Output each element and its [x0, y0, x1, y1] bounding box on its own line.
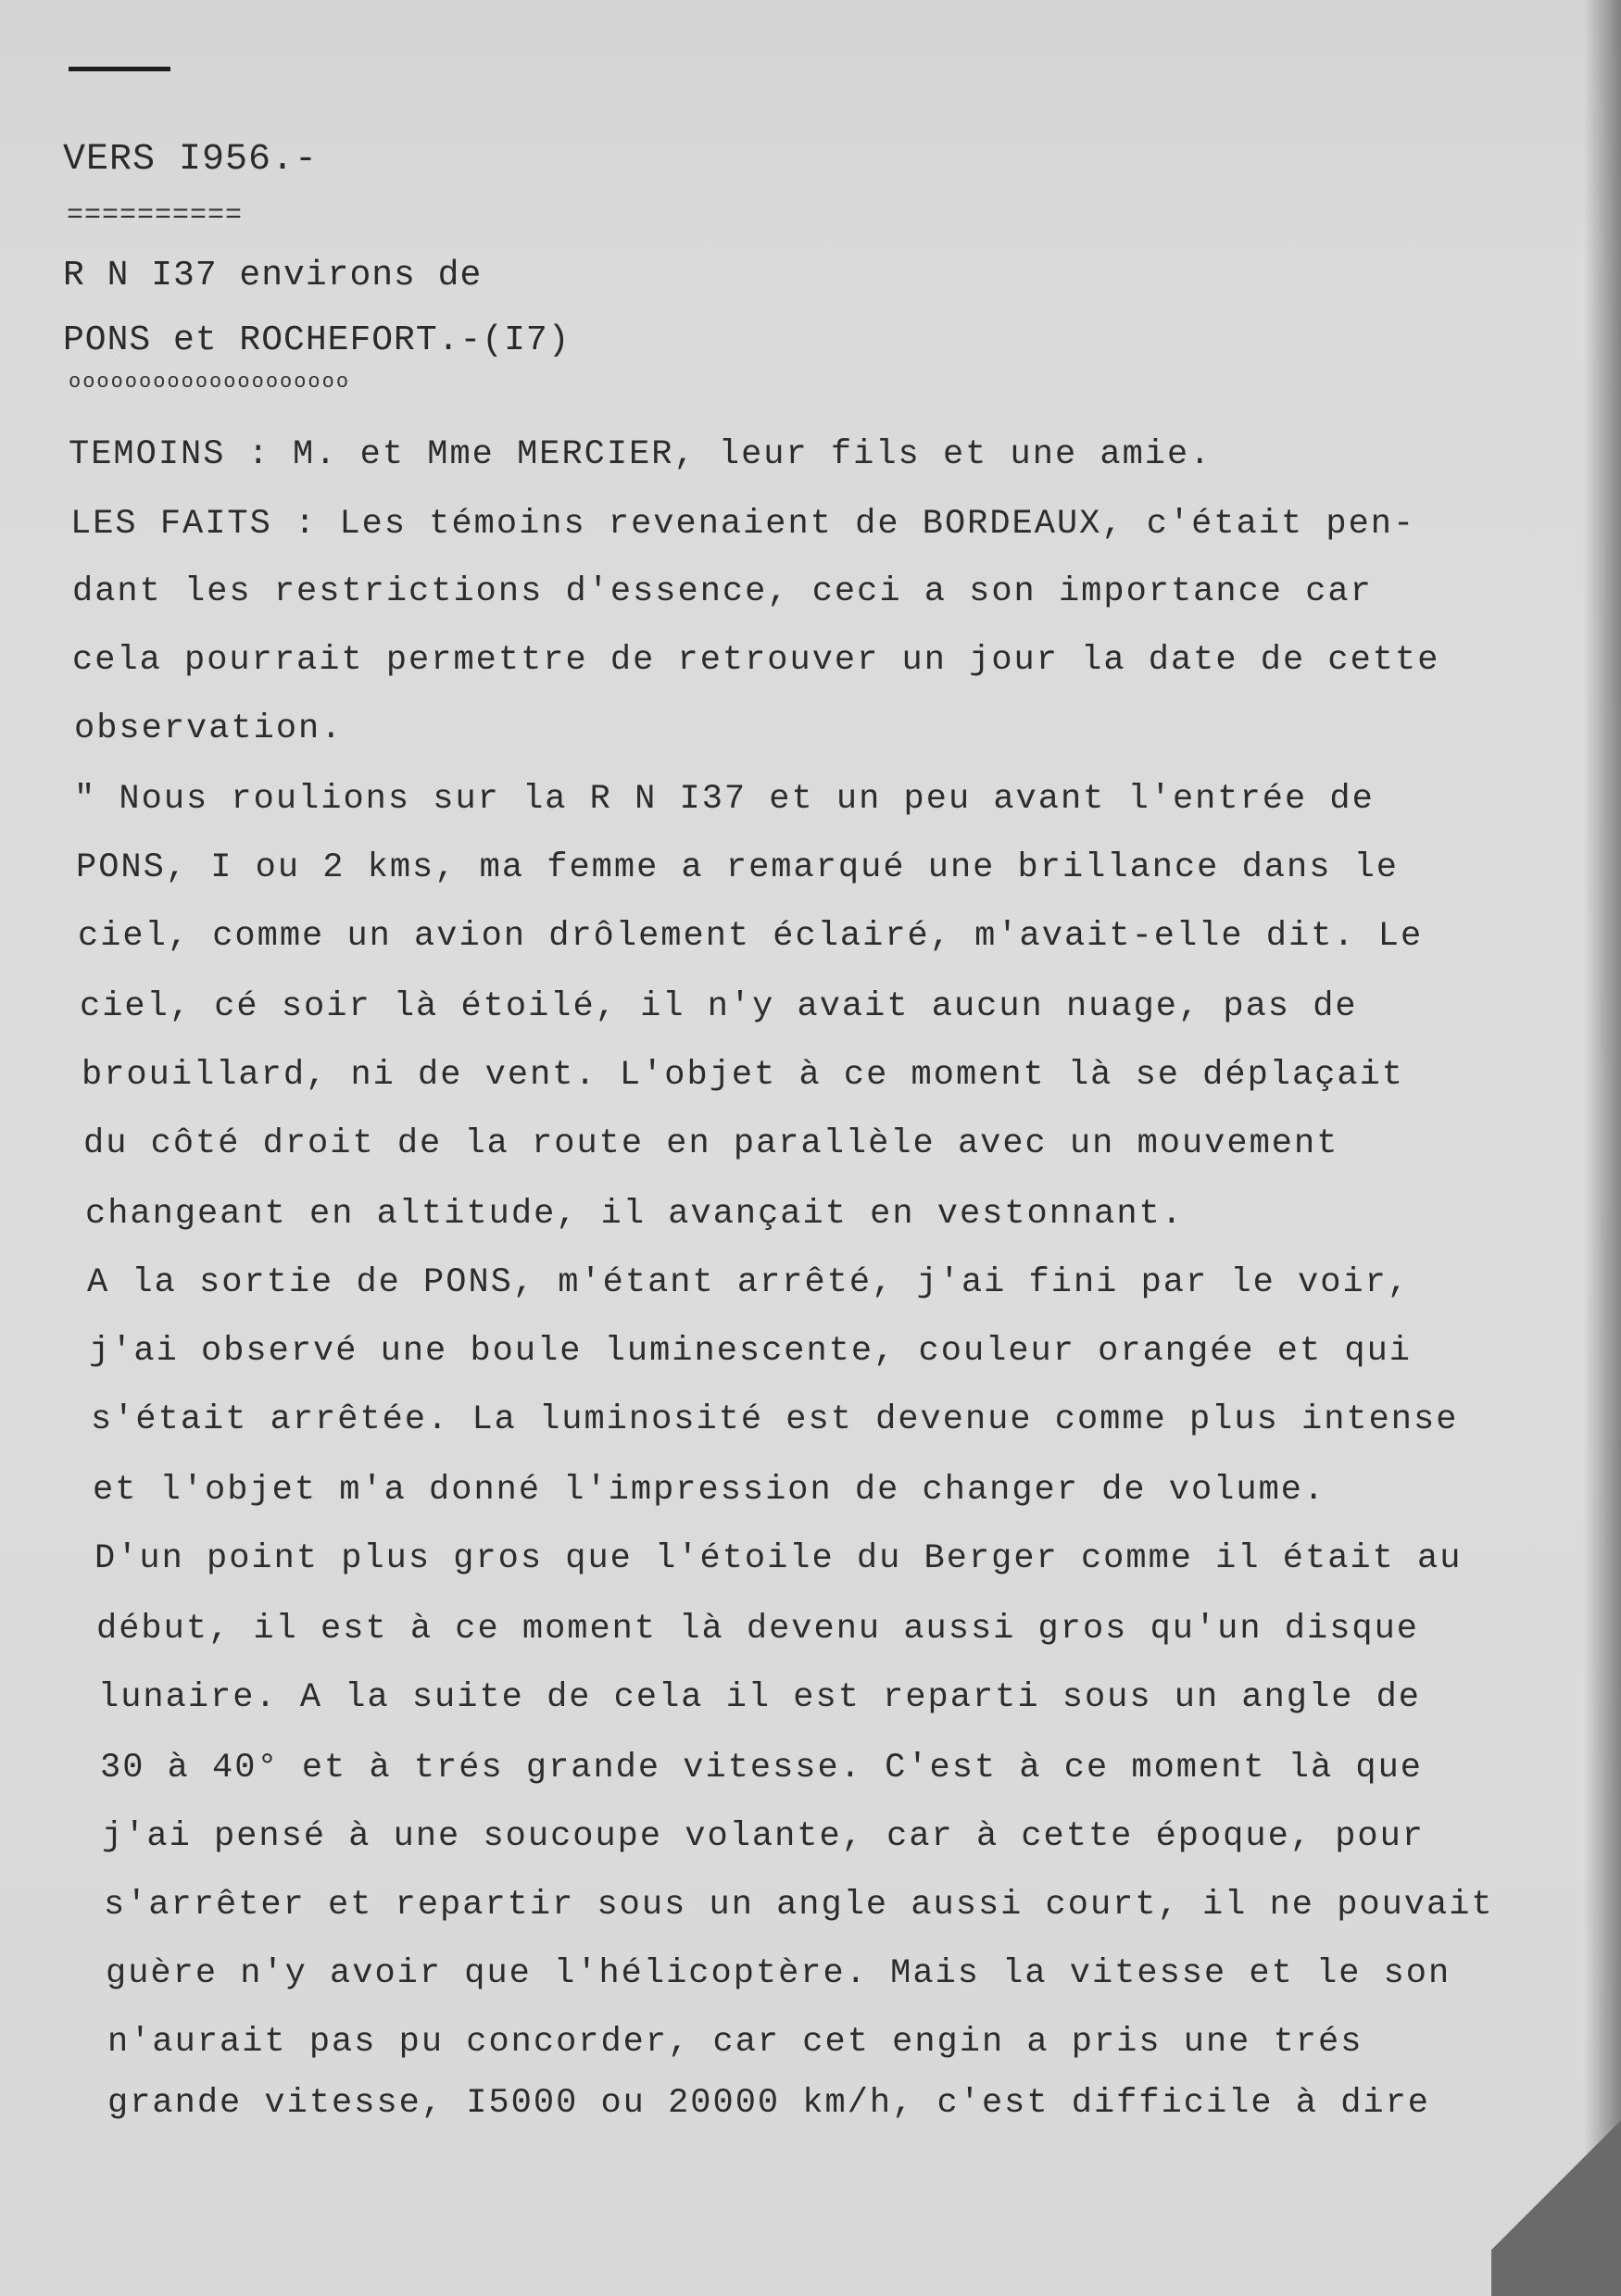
quote-line-1: " Nous roulions sur la R N I37 et un peu avant l'entrée de [74, 780, 1375, 819]
top-dash-mark [69, 67, 170, 71]
quote-line-5: brouillard, ni de vent. L'objet à ce moment là se déplaçait [82, 1056, 1405, 1095]
quote-line-18: guère n'y avoir que l'hélicoptère. Mais la vitesse et le son [106, 1954, 1451, 1993]
quote-line-12: D'un point plus gros que l'étoile du Berger comme il était au [94, 1539, 1463, 1578]
quote-line-7: changeant en altitude, il avançait en vestonnant. [85, 1195, 1184, 1234]
facts-line-1: LES FAITS : Les témoins revenaient de BORDEAUX, c'était pen- [70, 505, 1416, 544]
facts-line-2: dant les restrictions d'essence, ceci a son importance car [72, 572, 1373, 611]
quote-line-6: du côté droit de la route en parallèle avec un mouvement [83, 1124, 1339, 1163]
quote-line-3: ciel, comme un avion drôlement éclairé, m'avait-elle dit. Le [78, 917, 1424, 956]
location-line-1: R N I37 environs de [63, 256, 483, 295]
quote-line-16: j'ai pensé à une soucoupe volante, car à cette époque, pour [102, 1817, 1426, 1856]
quote-line-17: s'arrêter et repartir sous un angle aussi court, il ne pouvait [104, 1886, 1494, 1925]
date-heading-underline: ========== [67, 200, 244, 232]
quote-line-15: 30 à 40° et à trés grande vitesse. C'est à ce moment là que [100, 1749, 1424, 1788]
location-line-2: PONS et ROCHEFORT.-(I7) [63, 320, 571, 360]
facts-line-3: cela pourrait permettre de retrouver un jour la date de cette [72, 641, 1440, 680]
quote-line-20: grande vitesse, I5000 ou 20000 km/h, c'est difficile à dire [107, 2084, 1431, 2123]
quote-line-4: ciel, cé soir là étoilé, il n'y avait aucun nuage, pas de [80, 987, 1358, 1026]
quote-line-10: s'était arrêtée. La luminosité est devenue comme plus intense [91, 1400, 1459, 1439]
quote-line-14: lunaire. A la suite de cela il est reparti sous un angle de [98, 1678, 1422, 1717]
quote-line-13: début, il est à ce moment là devenu aussi gros qu'un disque [96, 1610, 1420, 1649]
quote-line-2: PONS, I ou 2 kms, ma femme a remarqué une brillance dans le [76, 848, 1400, 887]
scan-edge-shadow [1584, 0, 1621, 2296]
quote-line-11: et l'objet m'a donné l'impression de changer de volume. [93, 1471, 1326, 1510]
quote-line-8: A la sortie de PONS, m'étant arrêté, j'ai fini par le voir, [87, 1263, 1411, 1302]
witnesses-line: TEMOINS : M. et Mme MERCIER, leur fils et une amie. [69, 435, 1213, 474]
facts-line-4: observation. [74, 709, 344, 748]
quote-line-9: j'ai observé une boule luminescente, couleur orangée et qui [89, 1332, 1413, 1371]
location-underline: oooooooooooooooooooo [69, 370, 351, 394]
page-corner-fold [1491, 2074, 1621, 2296]
quote-line-19: n'aurait pas pu concorder, car cet engin a pris une trés [107, 2023, 1363, 2062]
date-heading: VERS I956.- [63, 139, 319, 181]
